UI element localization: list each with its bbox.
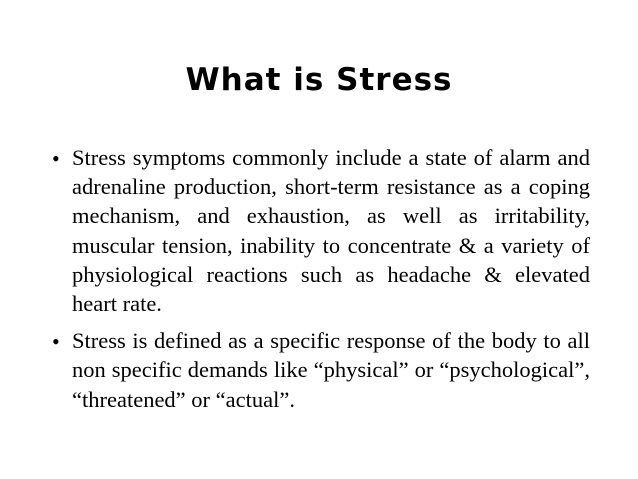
bullet-list [0,143,638,422]
bullet-item-definition [0,326,638,414]
bullet-dot-icon: • [52,146,60,171]
bullet-item-symptoms [0,143,638,318]
slide-title: What is Stress [185,62,453,98]
bullet-text-symptoms: Stress symptoms commonly include a state of alarm and adrenaline production, short-term resistance as a coping mechanism, and exhaustion, as well as irritability, muscular tension, inability to concentrate & a variety of physiological reactions such as headache & elevated heart rate. [72,145,590,317]
bullet-dot-icon: • [52,329,60,355]
bullet-text-definition: Stress is defined as a specific response of the body to all non specific demands like “physical” or “psychological”, “threatened” or “actual”. [72,328,590,412]
